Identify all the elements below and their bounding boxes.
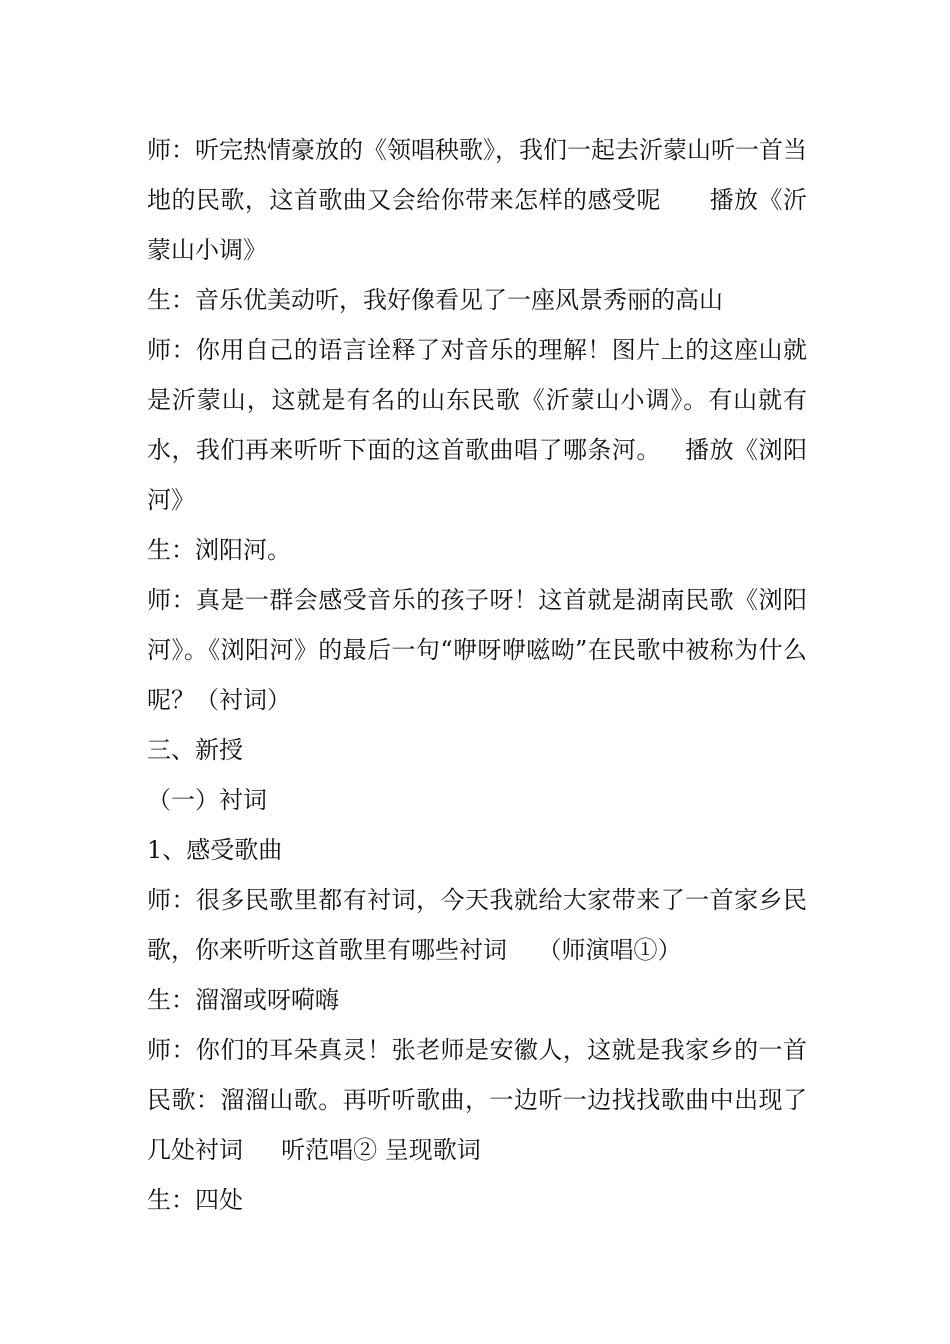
paragraph-teacher-5: 师：你们的耳朵真灵！张老师是安徽人，这就是我家乡的一首民歌：溜溜山歌。再听听歌曲，一边听一边找找歌曲中出现了几处衬词 听范唱② 呈现歌词 — [147, 1036, 807, 1164]
paragraph-teacher-3: 师：真是一群会感受音乐的孩子呀！这首就是湖南民歌《浏阳河》。《浏阳河》的最后一句“咿呀咿嗞呦”在民歌中被称为什么呢？（衬词） — [147, 586, 807, 714]
section-heading-new-lesson: 三、新授 — [147, 736, 243, 764]
paragraph-teacher-1: 师：听完热情豪放的《领唱秧歌》，我们一起去沂蒙山听一首当地的民歌，这首歌曲又会给你带来怎样的感受呢 播放《沂蒙山小调》 — [147, 136, 807, 264]
paragraph-student-1: 生：音乐优美动听，我好像看见了一座风景秀丽的高山 — [147, 286, 723, 314]
paragraph-student-4: 生：四处 — [147, 1186, 243, 1214]
paragraph-student-3: 生：溜溜或呀嗬嗨 — [147, 986, 339, 1014]
step-heading-feel-song: 1、感受歌曲 — [147, 836, 283, 864]
subsection-heading-filler-words: （一）衬词 — [147, 786, 267, 814]
paragraph-student-2: 生：浏阳河。 — [147, 536, 291, 564]
paragraph-teacher-2: 师：你用自己的语言诠释了对音乐的理解！图片上的这座山就是沂蒙山，这就是有名的山东民歌《沂蒙山小调》。有山就有水，我们再来听听下面的这首歌曲唱了哪条河。 播放《浏阳河》 — [147, 336, 807, 514]
document-body — [147, 125, 807, 1225]
paragraph-teacher-4: 师：很多民歌里都有衬词，今天我就给大家带来了一首家乡民歌，你来听听这首歌里有哪些衬词 （师演唱①） — [147, 886, 807, 964]
